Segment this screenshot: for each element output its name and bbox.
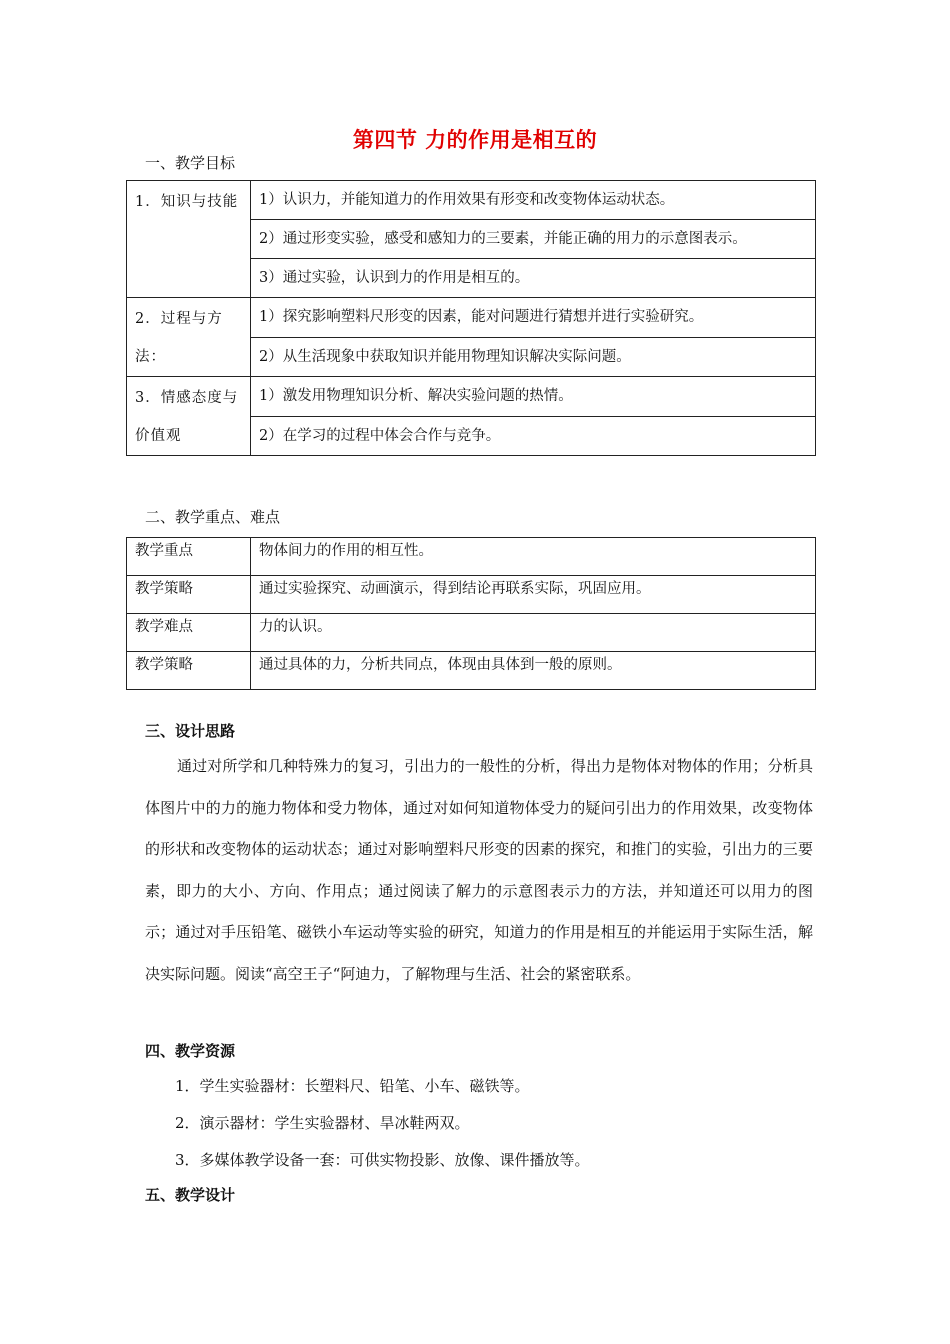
table-cell: 2）通过形变实验，感受和感知力的三要素，并能正确的用力的示意图表示。 [251, 220, 816, 259]
table-cell: 2）在学习的过程中体会合作与竞争。 [251, 416, 816, 456]
table-cell: 物体间力的作用的相互性。 [251, 538, 816, 576]
objectives-table [126, 180, 816, 456]
row-label: 2．过程与方法： [127, 298, 251, 377]
row-label: 教学策略 [127, 652, 251, 690]
table-row [127, 652, 816, 690]
section-heading-teaching-design: 五、教学设计 [145, 1186, 236, 1204]
row-label: 1．知识与技能 [127, 181, 251, 298]
design-paragraph: 通过对所学和几种特殊力的复习，引出力的一般性的分析，得出力是物体对物体的作用；分析具体图片中的力的施力物体和受力物体，通过对如何知道物体受力的疑问引出力的作用效果，改变物体的形状和改变物体的运动状态；通过对影响塑料尺形变的因素的探究，和推门的实验，引出力的三要素，即力的大小、方向、作用点；通过阅读了解力的示意图表示力的方法，并知道还可以用力的图示；通过对手压铅笔、磁铁小车运动等实验的研究，知道力的作用是相互的并能运用于实际生活，解决实际问题。阅读“高空王子“阿迪力，了解物理与生活、社会的紧密联系。 [145, 757, 813, 983]
table-row [127, 377, 816, 417]
table-cell: 1）激发用物理知识分析、解决实验问题的热情。 [251, 377, 816, 417]
list-item: 3．多媒体教学设备一套：可供实物投影、放像、课件播放等。 [175, 1151, 590, 1169]
table-cell: 通过实验探究、动画演示，得到结论再联系实际，巩固应用。 [251, 576, 816, 614]
table-row [127, 576, 816, 614]
table-cell: 1）探究影响塑料尺形变的因素，能对问题进行猜想并进行实验研究。 [251, 298, 816, 338]
row-label: 3．情感态度与价值观 [127, 377, 251, 456]
row-label: 教学重点 [127, 538, 251, 576]
table-cell: 通过具体的力，分析共同点，体现由具体到一般的原则。 [251, 652, 816, 690]
section-heading-design: 三、设计思路 [145, 722, 236, 740]
table-row [127, 181, 816, 220]
table-row [127, 614, 816, 652]
row-label: 教学难点 [127, 614, 251, 652]
table-row [127, 298, 816, 338]
list-item: 1．学生实验器材：长塑料尺、铅笔、小车、磁铁等。 [175, 1077, 530, 1095]
table-cell: 3）通过实验，认识到力的作用是相互的。 [251, 259, 816, 298]
section-heading-keypoints: 二、教学重点、难点 [145, 508, 281, 526]
table-cell: 力的认识。 [251, 614, 816, 652]
section-heading-objectives: 一、教学目标 [145, 154, 236, 172]
table-cell: 1）认识力，并能知道力的作用效果有形变和改变物体运动状态。 [251, 181, 816, 220]
table-row [127, 538, 816, 576]
page-title: 第四节 力的作用是相互的 [352, 128, 598, 152]
keypoints-table [126, 537, 816, 690]
table-cell: 2）从生活现象中获取知识并能用物理知识解决实际问题。 [251, 337, 816, 377]
section-heading-resources: 四、教学资源 [145, 1042, 236, 1060]
row-label: 教学策略 [127, 576, 251, 614]
list-item: 2．演示器材：学生实验器材、旱冰鞋两双。 [175, 1114, 470, 1132]
